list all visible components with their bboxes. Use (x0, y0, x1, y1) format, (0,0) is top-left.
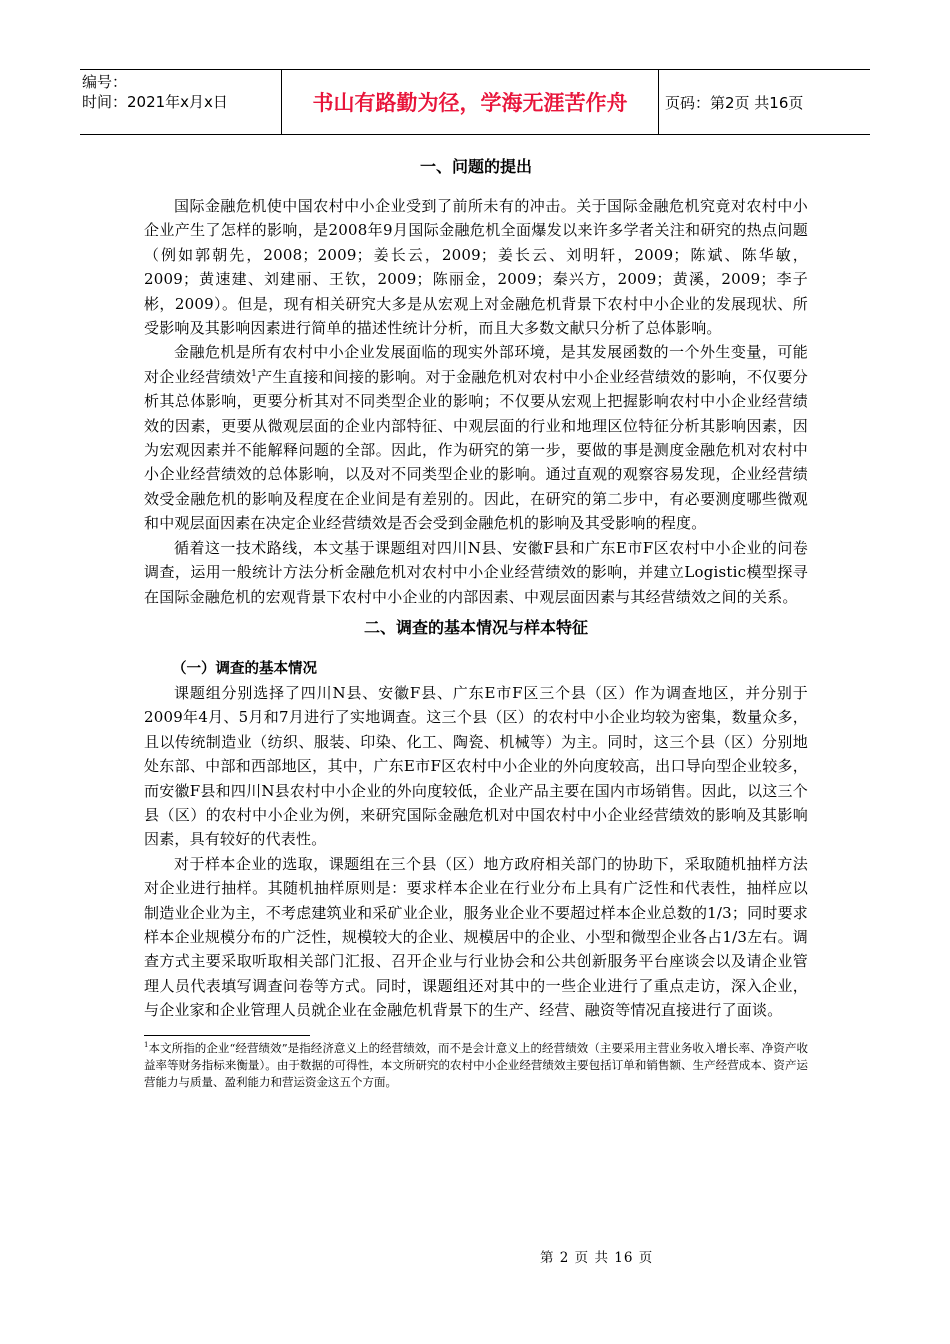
section-1-paragraph-1: 国际金融危机使中国农村中小企业受到了前所未有的冲击。关于国际金融危机究竟对农村中小企业产生了怎样的影响，是2008年9月国际金融危机全面爆发以来许多学者关注和研究的热点问题（例如郭朝先，2008；2009；姜长云，2009；姜长云、刘明轩，2009；陈斌、陈华敏，2009；黄速建、刘建丽、王钦，2009；陈丽金，2009；秦兴方，2009；黄溪，2009；李子彬，2009）。但是，现有相关研究大多是从宏观上对金融危机背景下农村中小企业的发展现状、所受影响及其影响因素进行简单的描述性统计分析，而且大多数文献只分析了总体影响。 (144, 197, 808, 338)
section-1-paragraph-2 (144, 340, 808, 535)
footnote (144, 1040, 808, 1091)
footnote-text: 本文所指的企业“经营绩效”是指经济意义上的经营绩效，而不是会计意义上的经营绩效（主要采用主营业务收入增长率、净资产收益率等财务指标来衡量）。由于数据的可得性，本文所研究的农村中小企业经营绩效主要包括订单和销售额、生产经营成本、资产运营能力与质量、盈利能力和营运资金这五个方面。 (144, 1040, 808, 1089)
section-2-paragraph-1: 课题组分别选择了四川N县、安徽F县、广东E市F区三个县（区）作为调查地区，并分别于2009年4月、5月和7月进行了实地调查。这三个县（区）的农村中小企业均较为密集，数量众多，且以传统制造业（纺织、服装、印染、化工、陶瓷、机械等）为主。同时，这三个县（区）分别地处东部、中部和西部地区，其中，广东E市F区农村中小企业的外向度较高，出口导向型企业较多，而安徽F县和四川N县农村中小企业的外向度较低，企业产品主要在国内市场销售。因此，以这三个县（区）的农村中小企业为例，来研究国际金融危机对中国农村中小企业经营绩效的影响及其影响因素，具有较好的代表性。 (144, 683, 808, 849)
page-header (80, 69, 870, 135)
section-2-subtitle-1: （一）调查的基本情况 (172, 660, 317, 677)
section-2-title: 二、调查的基本情况与样本特征 (363, 617, 588, 637)
footnote-mark: 1 (144, 1040, 149, 1049)
section-1-title: 一、问题的提出 (419, 157, 532, 176)
document-body (144, 152, 808, 1091)
number-label: 编号： (82, 73, 128, 91)
section-1-paragraph-3: 循着这一技术路线，本文基于课题组对四川N县、安徽F县和广东E市F区农村中小企业的问卷调查，运用一般统计方法分析金融危机对农村中小企业经营绩效的影响，并建立Logistic模型探寻在国际金融危机的宏观背景下农村中小企业的内部因素、中观层面因素与其经营绩效之间的关系。 (144, 538, 808, 606)
header-slogan: 书山有路勤为径，学海无涯苦作舟 (282, 70, 659, 134)
section-2-paragraph-2: 对于样本企业的选取，课题组在三个县（区）地方政府相关部门的协助下，采取随机抽样方法对企业进行抽样。其随机抽样原则是：要求样本企业在行业分布上具有广泛性和代表性，抽样应以制造业企业为主，不考虑建筑业和采矿业企业，服务业企业不要超过样本企业总数的1/3；同时要求样本企业规模分布的广泛性，规模较大的企业、规模居中的企业、小型和微型企业各占1/3左右。调查方式主要采取听取相关部门汇报、召开企业与行业协会和公共创新服务平台座谈会以及请企业管理人员代表填写调查问卷等方式。同时，课题组还对其中的一些企业进行了重点走访，深入企业，与企业家和企业管理人员就企业在金融危机背景下的生产、经营、融资等情况直接进行了面谈。 (144, 854, 808, 1020)
page-footer: 第 2 页 共 16 页 (540, 1250, 654, 1266)
time-label: 时间：2021年x月x日 (82, 93, 228, 111)
header-page-info: 页码：第2页 共16页 (665, 93, 804, 112)
header-meta (80, 70, 282, 134)
paragraph-2-text-b: 产生直接和间接的影响。对于金融危机对农村中小企业经营绩效的影响，不仅要分析其总体影响，更要分析其对不同类型企业的影响；不仅要从宏观上把握影响农村中小企业经营绩效的因素，更要从微观层面的企业内部特征、中观层面的行业和地理区位特征分析其影响因素，因为宏观因素并不能解释问题的全部。因此，作为研究的第一步，要做的事是测度金融危机对农村中小企业经营绩效的总体影响，以及对不同类型企业的影响。通过直观的观察容易发现，企业经营绩效受金融危机的影响及程度在企业间是有差别的。因此，在研究的第二步中，有必要测度哪些微观和中观层面因素在决定企业经营绩效是否会受到金融危机的影响及其受影响的程度。 (144, 367, 808, 533)
paragraph-2-text-a: 金融危机是所有农村中小企业发展面临的现实外部环境，是其发展函数的一个外生变量，可能对企业经营绩效 (144, 343, 808, 386)
footnote-reference[interactable]: 1 (251, 368, 258, 379)
footnote-divider (144, 1035, 310, 1036)
